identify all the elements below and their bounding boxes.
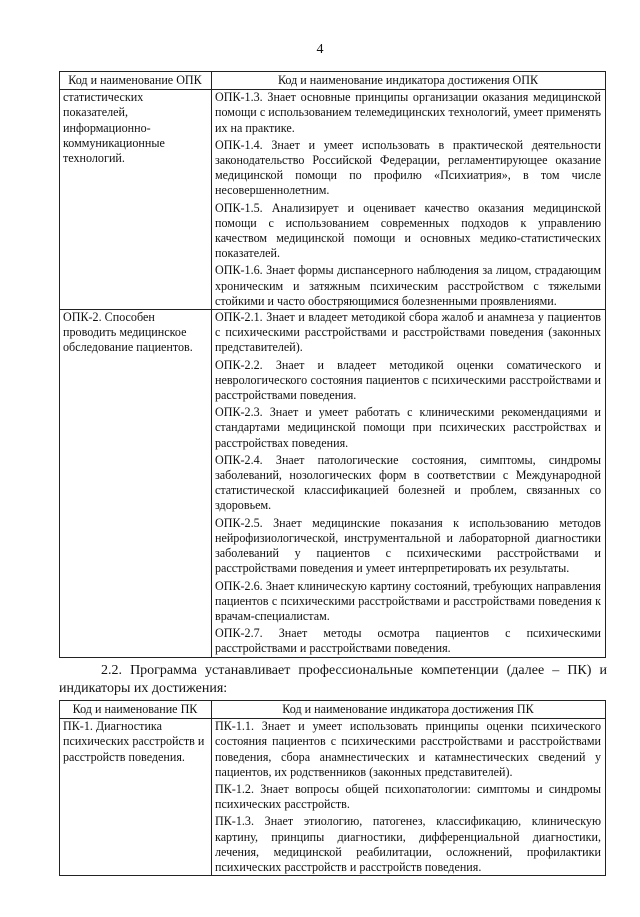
competency-cell: ПК-1. Диагностика психических расстройств и расстройств поведения. — [60, 719, 212, 876]
indicator-item: ПК-1.3. Знает этиологию, патогенез, классификацию, клиническую картину, принципы диагностики, дифференциальной диагностики, лечения, медицинской реабилитации, осложнений, профилактики психических расстройств и расстройств поведения. — [215, 814, 601, 875]
indicator-cell — [212, 90, 606, 310]
indicator-item: ОПК-1.4. Знает и умеет использовать в практической деятельности законодательство Российской Федерации, регламентирующее оказание медицинской помощи по профилю «Психиатрия», в том числе несовершеннолетним. — [215, 137, 601, 198]
page-number: 4 — [316, 42, 324, 57]
column-header-indicator: Код и наименование индикатора достижения ПК — [212, 701, 606, 719]
indicator-item: ОПК-2.5. Знает медицинские показания к использованию методов нейрофизиологической, инструментальной и лабораторной диагностики заболеваний у пациентов с психическими расстройствами и расстройствами поведения и умеет интерпретировать их результаты. — [215, 515, 601, 576]
opk-table — [59, 71, 606, 658]
indicator-item: ОПК-2.7. Знает методы осмотра пациентов с психическими расстройствами и расстройствами поведения. — [215, 626, 601, 656]
indicator-item: ПК-1.1. Знает и умеет использовать принципы оценки психического состояния пациентов с психическими расстройствами и расстройствами поведения, сбора анамнестических и катамнестических сведений у пациентов, их родственников (законных представителей). — [215, 719, 601, 779]
table-row — [60, 90, 606, 310]
indicator-cell — [212, 310, 606, 657]
table-row — [60, 719, 606, 876]
indicator-item: ОПК-1.6. Знает формы диспансерного наблюдения за лицом, страдающим хроническим и затяжным психическим расстройством с тяжелыми стойкими и часто обостряющимися болезненными проявлениями. — [215, 263, 601, 308]
indicator-item: ОПК-2.3. Знает и умеет работать с клиническими рекомендациями и стандартами медицинской помощи при психических расстройствах и расстройствах поведения. — [215, 405, 601, 450]
indicator-item: ОПК-2.6. Знает клиническую картину состояний, требующих направления пациентов с психическими расстройствами и расстройствами поведения к врачам-специалистам. — [215, 578, 601, 623]
column-header-competency: Код и наименование ОПК — [60, 72, 212, 90]
indicator-item: ОПК-1.5. Анализирует и оценивает качество оказания медицинской помощи с использованием современных подходов к управлению качеством медицинской помощи и основных медико-статистических показателей. — [215, 200, 601, 261]
competency-cell: статистических показателей, информационно-коммуникационные технологий. — [60, 90, 212, 310]
section-lead-paragraph: 2.2. Программа устанавливает профессиональные компетенции (далее – ПК) и индикаторы их достижения: — [59, 663, 607, 696]
indicator-item: ОПК-1.3. Знает основные принципы организации оказания медицинской помощи с использованием телемедицинских технологий, умеет применять их на практике. — [215, 90, 601, 135]
indicator-item: ПК-1.2. Знает вопросы общей психопатологии: симптомы и синдромы психических расстройств. — [215, 782, 601, 812]
indicator-item: ОПК-2.1. Знает и владеет методикой сбора жалоб и анамнеза у пациентов с психическими расстройствами и расстройствами поведения (законных представителей). — [215, 310, 601, 355]
pk-table — [59, 700, 606, 876]
column-header-indicator: Код и наименование индикатора достижения ОПК — [212, 72, 606, 90]
competency-cell: ОПК-2. Способен проводить медицинское обследование пациентов. — [60, 310, 212, 657]
indicator-item: ОПК-2.2. Знает и владеет методикой оценки соматического и неврологического состояния пациентов с психическими расстройствами и расстройствами поведения. — [215, 357, 601, 403]
column-header-competency: Код и наименование ПК — [60, 701, 212, 719]
table-row — [60, 310, 606, 657]
indicator-cell — [212, 719, 606, 876]
indicator-item: ОПК-2.4. Знает патологические состояния, симптомы, синдромы заболеваний, нозологических форм в соответствии с Международной статистической классификацией болезней и проблем, связанных со здоровьем. — [215, 452, 601, 513]
table-header-row — [60, 701, 606, 719]
table-header-row — [60, 72, 606, 90]
